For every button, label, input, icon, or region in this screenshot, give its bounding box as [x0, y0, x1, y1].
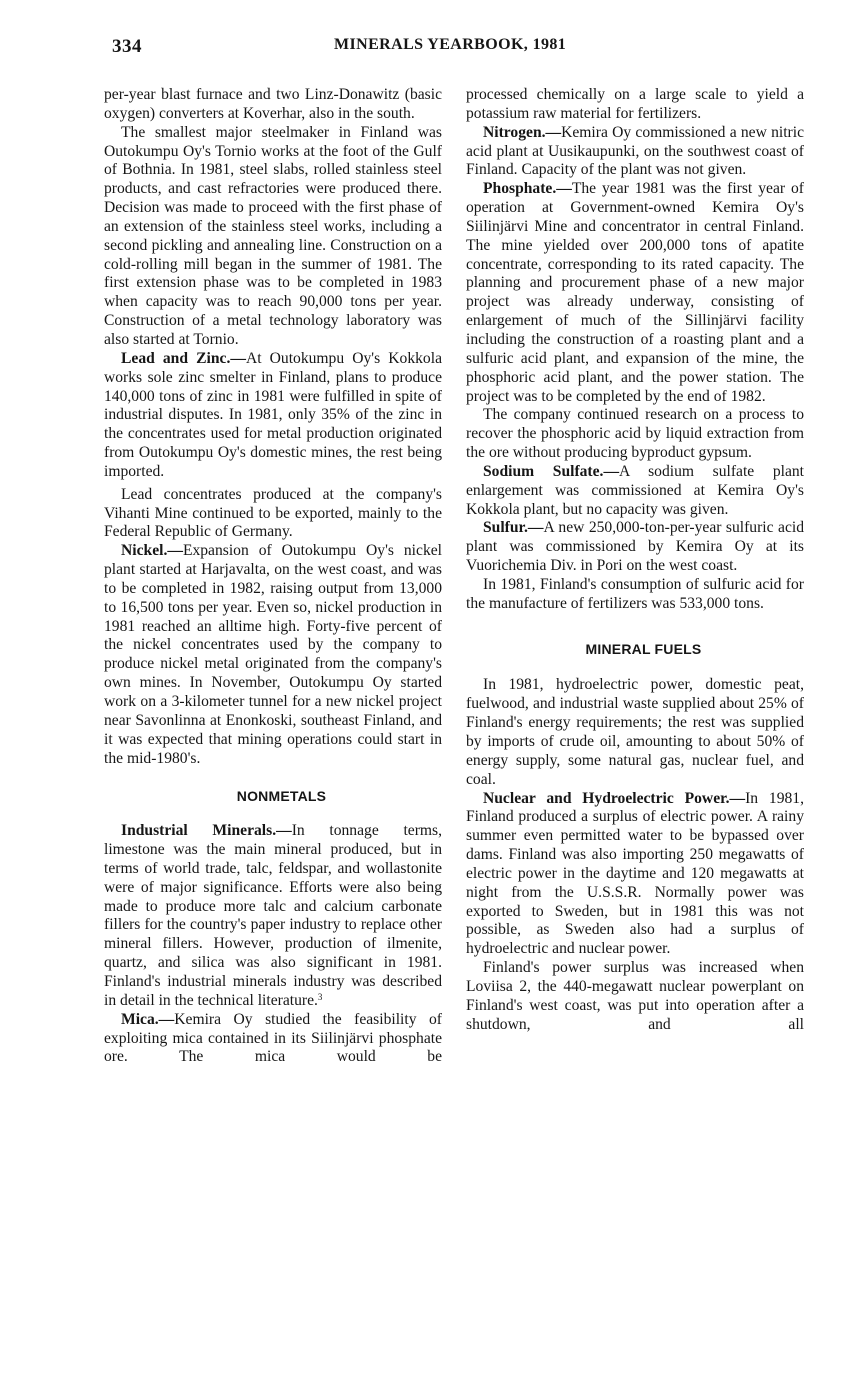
paragraph: In 1981, Finland's consumption of sulfuric acid for the manufacture of fertilizers was 533,000 tons.: [466, 575, 804, 612]
paragraph-text: In 1981, Finland produced a surplus of electric power. A rainy summer even permitted water to be bypassed over dams. Finland was also importing 250 megawatts of electric power in the daytime and 120 megawatts at night from the U.S.S.R. Normally power was exported to Sweden, but in 1981 this was not possible, as Sweden also had a surplus of hydroelectric and nuclear power.: [466, 789, 804, 958]
page-header: [0, 36, 866, 60]
paragraph-industrial-minerals: [104, 822, 442, 1010]
run-in-heading: Lead and Zinc.—: [121, 349, 246, 367]
run-in-heading: Mica.—: [121, 1010, 175, 1028]
paragraph-lead-zinc: [104, 350, 442, 482]
paragraph-nuclear-hydro: [466, 790, 804, 960]
paragraph: Lead concentrates produced at the company's Vihanti Mine continued to be exported, mainly to the Federal Republic of Germany.: [104, 485, 442, 541]
run-in-heading: Nitrogen.—: [483, 123, 562, 141]
paragraph-nitrogen: [466, 124, 804, 181]
run-in-heading: Phosphate.—: [483, 180, 572, 198]
paragraph-text: At Outokumpu Oy's Kokkola works sole zinc smelter in Finland, plans to produce 140,000 tons of zinc in 1981 were fulfilled in spite of industrial disputes. In 1981, only 35% of the zinc in the concentrates used for metal production originated from Outokumpu Oy's domestic mines, the rest being imported.: [104, 349, 442, 480]
section-heading-mineral-fuels: MINERAL FUELS: [585, 640, 702, 657]
paragraph-phosphate: [466, 180, 804, 406]
section-heading-nonmetals: NONMETALS: [236, 788, 327, 805]
paragraph-nickel: [104, 542, 442, 768]
paragraph-mica: [104, 1011, 442, 1068]
running-title: MINERALS YEARBOOK, 1981: [334, 36, 567, 53]
run-in-heading: Industrial Minerals.—: [121, 822, 292, 840]
paragraph-sodium-sulfate: [466, 463, 804, 520]
paragraph-text: The year 1981 was the first year of operation at Government-owned Kemira Oy's Siilinjärvi Mine and concentrator in central Finland. The mine yielded over 200,000 tons of apatite concentrate, corresponding to its rated capacity. The planning and procurement phase of a new major project was already underway, consisting of enlargement of much of the Sillinjärvi facility including the construction of a roasting plant and a sulfuric acid plant, and expansion of the mine, the phosphoric acid plant, and the power station. The project was to be completed by the end of 1982.: [466, 180, 804, 405]
paragraph: processed chemically on a large scale to yield a potassium raw material for fertilizers.: [466, 86, 804, 122]
paragraph-text: Expansion of Outokumpu Oy's nickel plant started at Harjavalta, on the west coast, and was to be completed in 1982, raising output from 13,000 to 16,500 tons per year. Even so, nickel production in 1981 reached an alltime high. Forty-five percent of the nickel concentrates used by the company to produce nickel metal originated from the company's own mines. In November, Outokumpu Oy started work on a 3-kilometer tunnel for a new nickel project near Savonlinna at Enonkoski, southeast Finland, and it was expected that mining operations could start in the mid-1980's.: [104, 542, 442, 767]
footnote-marker: 3: [317, 991, 323, 1002]
paragraph: The smallest major steelmaker in Finland was Outokumpu Oy's Tornio works at the foot of the Gulf of Bothnia. In 1981, steel slabs, rolled stainless steel products, and cast refractories were produced there. Decision was made to proceed with the first phase of an extension of the stainless steel works, including a second pickling and annealing line. Construction on a cold-rolling mill began in the summer of 1981. The first extension phase was to be completed in 1983 when capacity was to reach 90,000 tons per year. Construction of a metal technology laboratory was also started at Tornio.: [104, 123, 442, 348]
paragraph-text: Kemira Oy commissioned a new nitric acid plant at Uusikaupunki, on the southwest coast of Finland. Capacity of the plant was not given.: [466, 123, 804, 179]
paragraph: Finland's power surplus was increased when Loviisa 2, the 440-megawatt nuclear powerplant on Finland's west coast, was put into operation after a shutdown, and all: [466, 959, 804, 1033]
paragraph: In 1981, hydroelectric power, domestic peat, fuelwood, and industrial waste supplied about 25% of Finland's energy requirements; the rest was supplied by imports of crude oil, amounting to about 50% of energy supply, some natural gas, nuclear fuel, and coal.: [466, 676, 804, 788]
paragraph: The company continued research on a process to recover the phosphoric acid by liquid extraction from the ore without producing byproduct gypsum.: [466, 406, 804, 462]
paragraph-text: In tonnage terms, limestone was the main mineral produced, but in terms of world trade, talc, feldspar, and wollastonite were of major significance. Efforts were also being made to produce more talc and calcium carbonate fillers for the country's paper industry to replace other mineral fillers. However, production of ilmenite, quartz, and silica was also significant in 1981. Finland's industrial minerals industry was described in detail in the technical literature.: [104, 822, 442, 1009]
paragraph-text: A new 250,000-ton-per-year sulfuric acid plant was commissioned by Kemira Oy at its Vuorichemia Div. in Pori on the west coast.: [466, 519, 804, 575]
paragraph: per-year blast furnace and two Linz-Donawitz (basic oxygen) converters at Koverhar, also in the south.: [104, 86, 442, 122]
left-column: [104, 86, 442, 1067]
paragraph-text: Kemira Oy studied the feasibility of exploiting mica contained in its Siilinjärvi phosphate ore. The mica would be: [104, 1010, 442, 1066]
run-in-heading: Sulfur.—: [483, 519, 544, 537]
page-number: 334: [112, 36, 142, 57]
run-in-heading: Nickel.—: [121, 542, 183, 560]
run-in-heading: Nuclear and Hydroelectric Power.—: [483, 789, 746, 807]
paragraph-text: A sodium sulfate plant enlargement was commissioned at Kemira Oy's Kokkola plant, but no capacity was given.: [466, 462, 805, 518]
run-in-heading: Sodium Sulfate.—: [483, 462, 620, 480]
right-column: [466, 86, 804, 1035]
paragraph-sulfur: [466, 519, 804, 576]
